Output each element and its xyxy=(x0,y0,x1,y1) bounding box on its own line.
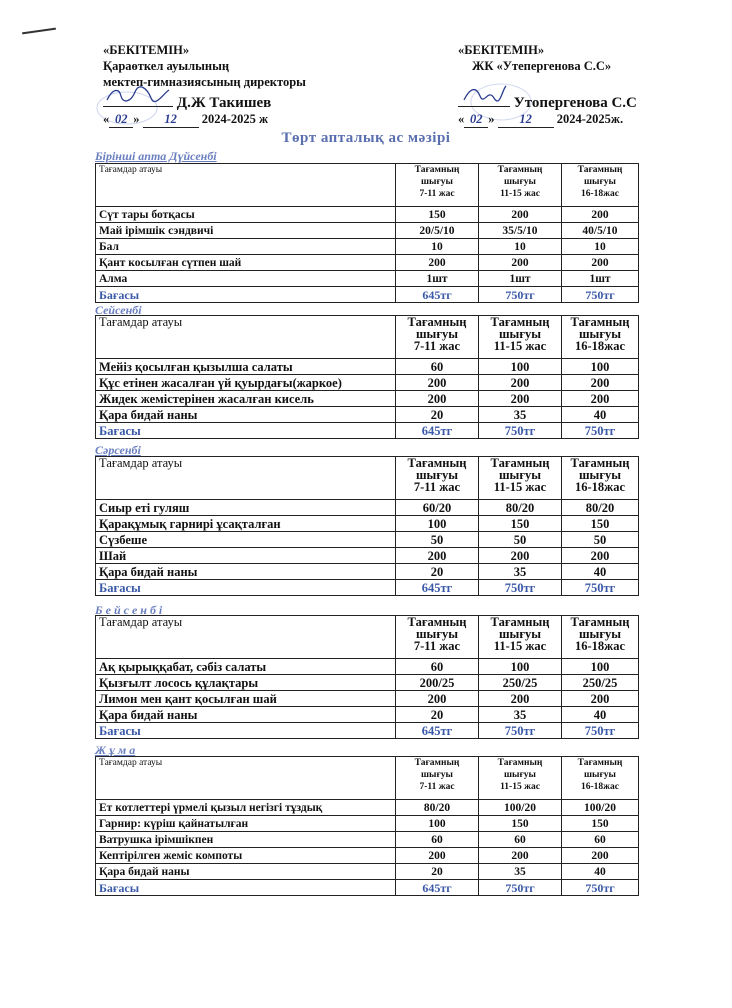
signature-right-line xyxy=(458,92,637,113)
table-cell: 200 xyxy=(396,548,479,564)
table-row xyxy=(96,675,639,691)
table-cell: Қызғылт лосось құлақтары xyxy=(96,675,396,691)
table-cell: 645тг xyxy=(396,723,479,739)
col-header-11-15: Тағамның шығуы 11-15 жас xyxy=(479,757,562,800)
day-label-wednesday: Сәрсенбі xyxy=(95,443,141,457)
table-cell: 100 xyxy=(562,659,639,675)
table-cell: 750тг xyxy=(562,423,639,439)
table-row xyxy=(96,239,639,255)
price-row xyxy=(96,880,639,896)
col-header-name: Тағамдар атауы xyxy=(96,457,396,500)
table-cell: 200 xyxy=(562,375,639,391)
table-cell: 40/5/10 xyxy=(562,223,639,239)
table-cell: 200 xyxy=(562,207,639,223)
table-cell: 645тг xyxy=(396,287,479,303)
price-row xyxy=(96,723,639,739)
table-cell: 200 xyxy=(562,548,639,564)
table-row xyxy=(96,691,639,707)
date-left-month: 12 xyxy=(143,112,199,128)
table-cell: 200 xyxy=(396,375,479,391)
table-cell: 200 xyxy=(396,255,479,271)
table-header-row xyxy=(96,457,639,500)
table-cell: 150 xyxy=(479,816,562,832)
table-cell: Бал xyxy=(96,239,396,255)
table-cell: 100 xyxy=(479,359,562,375)
table-cell: 35 xyxy=(479,407,562,423)
table-header-row xyxy=(96,616,639,659)
col-header-name: Тағамдар атауы xyxy=(96,616,396,659)
col-header-7-11: Тағамның шығуы 7-11 жас xyxy=(396,616,479,659)
table-cell: Бағасы xyxy=(96,423,396,439)
col-header-7-11: Тағамның шығуы 7-11 жас xyxy=(396,164,479,207)
table-cell: Алма xyxy=(96,271,396,287)
table-cell: 1шт xyxy=(479,271,562,287)
date-right-day: 02 xyxy=(464,112,488,128)
table-cell: 60 xyxy=(562,832,639,848)
table-cell: 200 xyxy=(562,391,639,407)
table-row xyxy=(96,500,639,516)
table-cell: 50 xyxy=(562,532,639,548)
table-row xyxy=(96,564,639,580)
signature-right-icon xyxy=(458,92,510,107)
col-header-11-15: Тағамның шығуы 11-15 жас xyxy=(479,164,562,207)
table-row xyxy=(96,271,639,287)
table-cell: 750тг xyxy=(479,723,562,739)
col-header-7-11: Тағамның шығуы 7-11 жас xyxy=(396,316,479,359)
day-label-thursday: Б е й с е н б і xyxy=(95,603,163,617)
table-cell: 40 xyxy=(562,564,639,580)
table-cell: 200 xyxy=(479,375,562,391)
signature-left-icon xyxy=(103,92,173,107)
menu-table-friday xyxy=(95,756,639,896)
date-right: « 02 » 12 2024-2025ж. xyxy=(458,112,624,126)
scan-artifact-line xyxy=(22,28,56,35)
table-cell: 200/25 xyxy=(396,675,479,691)
table-cell: 750тг xyxy=(479,880,562,896)
day-label-monday: Бірінші апта Дүйсенбі xyxy=(95,149,217,163)
table-cell: Май ірімшік сэндвичі xyxy=(96,223,396,239)
date-left: « 02 » 12 2024-2025 ж xyxy=(103,112,269,126)
table-cell: 750тг xyxy=(479,287,562,303)
date-right-year: 2024-2025ж. xyxy=(556,112,624,126)
col-header-16-18: Тағамның шығуы 16-18жас xyxy=(562,316,639,359)
table-cell: 200 xyxy=(479,548,562,564)
table-cell: 80/20 xyxy=(479,500,562,516)
table-row xyxy=(96,223,639,239)
table-cell: 645тг xyxy=(396,580,479,596)
table-cell: 100 xyxy=(562,359,639,375)
table-cell: 200 xyxy=(396,848,479,864)
table-cell: 200 xyxy=(562,691,639,707)
table-cell: 750тг xyxy=(479,423,562,439)
table-cell: 80/20 xyxy=(396,800,479,816)
table-cell: Ватрушка ірімшікпен xyxy=(96,832,396,848)
table-cell: Сиыр еті гуляш xyxy=(96,500,396,516)
table-header-row xyxy=(96,757,639,800)
table-cell: Ет котлеттері үрмелі қызыл негізгі тұздық xyxy=(96,800,396,816)
table-cell: 1шт xyxy=(396,271,479,287)
approval-header xyxy=(0,42,732,132)
table-cell: Қара бидай наны xyxy=(96,707,396,723)
table-cell: Бағасы xyxy=(96,580,396,596)
table-cell: Бағасы xyxy=(96,287,396,303)
table-cell: 250/25 xyxy=(562,675,639,691)
table-row xyxy=(96,864,639,880)
table-cell: 750тг xyxy=(479,580,562,596)
approval-left-title: «БЕКІТЕМІН» xyxy=(103,43,190,57)
table-cell: 35 xyxy=(479,564,562,580)
col-header-11-15: Тағамның шығуы 11-15 жас xyxy=(479,457,562,500)
table-cell: 150 xyxy=(479,516,562,532)
table-cell: 250/25 xyxy=(479,675,562,691)
price-row xyxy=(96,423,639,439)
table-row xyxy=(96,391,639,407)
table-cell: 60 xyxy=(396,359,479,375)
col-header-7-11: Тағамның шығуы 7-11 жас xyxy=(396,757,479,800)
table-cell: 200 xyxy=(479,391,562,407)
table-cell: 100 xyxy=(396,516,479,532)
table-cell: Қант косылған сүтпен шай xyxy=(96,255,396,271)
signature-left-line xyxy=(103,92,271,113)
table-row xyxy=(96,532,639,548)
table-cell: 20 xyxy=(396,407,479,423)
approval-right-title: «БЕКІТЕМІН» xyxy=(458,43,545,57)
approval-right-block xyxy=(458,42,698,74)
date-right-month: 12 xyxy=(498,112,554,128)
table-cell: Қарақұмық гарнирі ұсақталған xyxy=(96,516,396,532)
approval-right-org-line1: ЖК «Утепергенова С.С» xyxy=(472,59,612,73)
table-row xyxy=(96,816,639,832)
table-cell: Қара бидай наны xyxy=(96,407,396,423)
table-cell: 40 xyxy=(562,864,639,880)
table-cell: Қара бидай наны xyxy=(96,564,396,580)
table-cell: 200 xyxy=(562,255,639,271)
table-cell: 645тг xyxy=(396,880,479,896)
signer-right-name: Утопергенова С.С xyxy=(513,95,637,111)
table-cell: 35 xyxy=(479,707,562,723)
table-cell: Құс етінен жасалған үй қуырдағы(жаркое) xyxy=(96,375,396,391)
table-row xyxy=(96,359,639,375)
table-cell: 50 xyxy=(479,532,562,548)
menu-table-tuesday xyxy=(95,315,639,439)
table-cell: 1шт xyxy=(562,271,639,287)
table-cell: Сүт тары ботқасы xyxy=(96,207,396,223)
table-cell: 60 xyxy=(396,832,479,848)
table-cell: 750тг xyxy=(562,580,639,596)
table-cell: 100/20 xyxy=(562,800,639,816)
page-title: Төрт апталық ас мәзірі xyxy=(281,130,451,146)
table-cell: 20 xyxy=(396,864,479,880)
col-header-7-11: Тағамның шығуы 7-11 жас xyxy=(396,457,479,500)
col-header-11-15: Тағамның шығуы 11-15 жас xyxy=(479,616,562,659)
table-row xyxy=(96,548,639,564)
table-cell: Бағасы xyxy=(96,723,396,739)
table-row xyxy=(96,207,639,223)
table-cell: 60 xyxy=(396,659,479,675)
table-cell: 750тг xyxy=(562,723,639,739)
table-cell: 10 xyxy=(396,239,479,255)
table-row xyxy=(96,516,639,532)
col-header-name: Тағамдар атауы xyxy=(96,316,396,359)
table-cell: 200 xyxy=(479,207,562,223)
table-cell: 150 xyxy=(562,816,639,832)
table-cell: 10 xyxy=(479,239,562,255)
signer-left-name: Д.Ж Такишев xyxy=(176,95,272,111)
table-cell: 750тг xyxy=(562,880,639,896)
table-cell: 60/20 xyxy=(396,500,479,516)
col-header-16-18: Тағамның шығуы 16-18жас xyxy=(562,164,639,207)
table-header-row xyxy=(96,316,639,359)
col-header-name: Тағамдар атауы xyxy=(96,164,396,207)
table-cell: Лимон мен қант қосылған шай xyxy=(96,691,396,707)
col-header-16-18: Тағамның шығуы 16-18жас xyxy=(562,457,639,500)
table-cell: 100 xyxy=(396,816,479,832)
date-left-day: 02 xyxy=(109,112,133,128)
table-cell: 200 xyxy=(396,691,479,707)
table-row xyxy=(96,375,639,391)
table-cell: Бағасы xyxy=(96,880,396,896)
price-row xyxy=(96,287,639,303)
approval-left-org-line2: мектеп-гимназиясының директоры xyxy=(103,75,306,89)
table-row xyxy=(96,832,639,848)
table-row xyxy=(96,800,639,816)
table-cell: 20/5/10 xyxy=(396,223,479,239)
table-cell: Сүзбеше xyxy=(96,532,396,548)
table-row xyxy=(96,707,639,723)
col-header-11-15: Тағамның шығуы 11-15 жас xyxy=(479,316,562,359)
table-row xyxy=(96,848,639,864)
table-header-row xyxy=(96,164,639,207)
approval-left-org-line1: Қараөткел ауылының xyxy=(103,59,230,73)
menu-table-thursday xyxy=(95,615,639,739)
table-cell: 100 xyxy=(479,659,562,675)
col-header-16-18: Тағамның шығуы 16-18жас xyxy=(562,757,639,800)
table-cell: 35 xyxy=(479,864,562,880)
price-row xyxy=(96,580,639,596)
date-left-year: 2024-2025 ж xyxy=(201,112,269,126)
table-cell: 80/20 xyxy=(562,500,639,516)
table-cell: Мейіз қосылған қызылша салаты xyxy=(96,359,396,375)
table-cell: 200 xyxy=(479,848,562,864)
table-row xyxy=(96,255,639,271)
table-cell: 10 xyxy=(562,239,639,255)
table-cell: Кептірілген жеміс компоты xyxy=(96,848,396,864)
menu-table-wednesday xyxy=(95,456,639,596)
table-cell: Шай xyxy=(96,548,396,564)
day-label-friday: Ж ұ м а xyxy=(95,743,136,757)
table-cell: 20 xyxy=(396,707,479,723)
table-cell: Ақ қырыққабат, сәбіз салаты xyxy=(96,659,396,675)
table-cell: 200 xyxy=(479,691,562,707)
menu-table-monday xyxy=(95,163,639,303)
table-cell: 20 xyxy=(396,564,479,580)
table-cell: Қара бидай наны xyxy=(96,864,396,880)
day-label-tuesday: Сейсенбі xyxy=(95,303,142,317)
table-cell: Жидек жемістерінен жасалған кисель xyxy=(96,391,396,407)
table-cell: 100/20 xyxy=(479,800,562,816)
table-cell: 200 xyxy=(479,255,562,271)
table-cell: 645тг xyxy=(396,423,479,439)
table-cell: 40 xyxy=(562,407,639,423)
table-cell: 50 xyxy=(396,532,479,548)
table-cell: 60 xyxy=(479,832,562,848)
table-row xyxy=(96,659,639,675)
col-header-name: Тағамдар атауы xyxy=(96,757,396,800)
table-cell: 150 xyxy=(396,207,479,223)
table-cell: 40 xyxy=(562,707,639,723)
table-cell: 150 xyxy=(562,516,639,532)
table-cell: Гарнир: күріш қайнатылған xyxy=(96,816,396,832)
table-cell: 200 xyxy=(562,848,639,864)
col-header-16-18: Тағамның шығуы 16-18жас xyxy=(562,616,639,659)
table-row xyxy=(96,407,639,423)
approval-left-block xyxy=(103,42,423,90)
table-cell: 750тг xyxy=(562,287,639,303)
table-cell: 200 xyxy=(396,391,479,407)
table-cell: 35/5/10 xyxy=(479,223,562,239)
